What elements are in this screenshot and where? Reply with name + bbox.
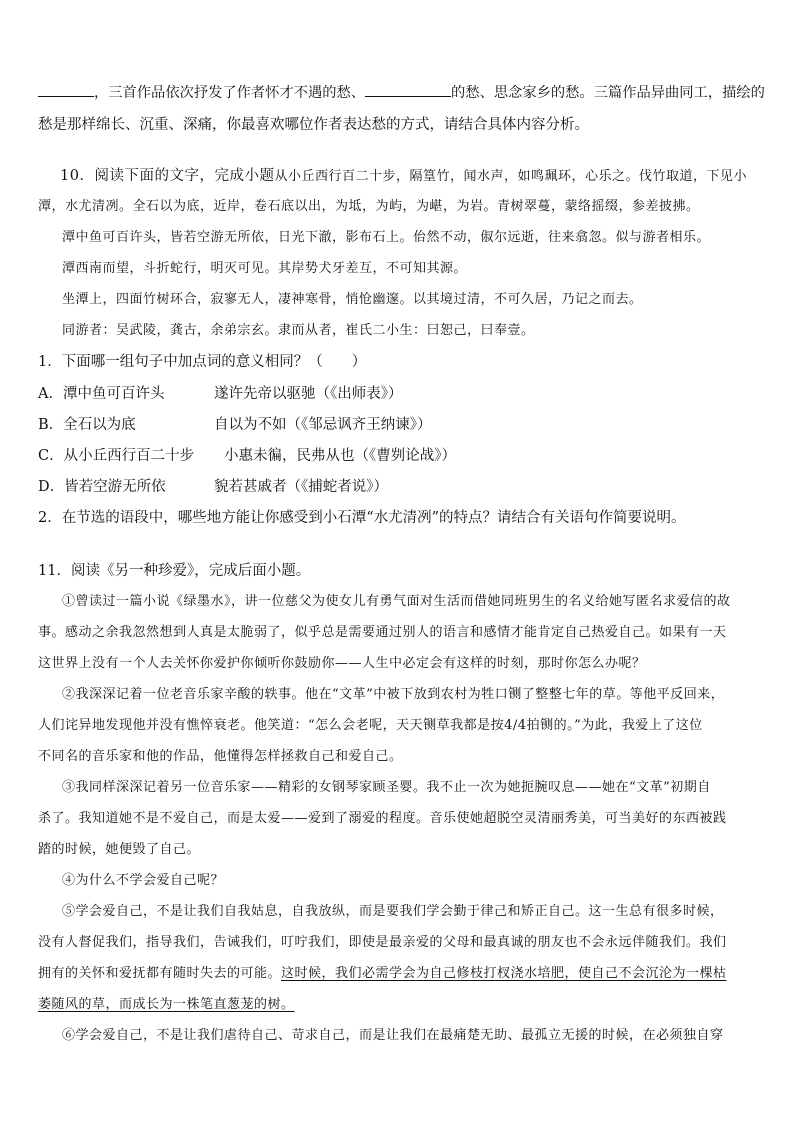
option-a-left: A．潭中鱼可百许头 bbox=[38, 386, 165, 402]
q9-line-2: 愁是那样绵长、沉重、深痛，你最喜欢哪位作者表达愁的方式，请结合具体内容分析。 bbox=[38, 117, 589, 133]
q9-line-1: ，三首作品依次抒发了作者怀才不遇的愁、 的愁、思念家乡的愁。三篇作品异曲同工，描绘的 bbox=[38, 82, 765, 103]
option-c bbox=[38, 446, 456, 466]
option-d-left: D．皆若空游无所依 bbox=[38, 479, 166, 495]
option-a-right: 遂许先帝以驱驰（《出师表》） bbox=[214, 386, 403, 402]
q10-passage-line-2: 潭，水尤清冽。全石以为底，近岸，卷石底以出，为坻，为屿，为嵁，为岩。青树翠蔓，蒙络摇缀，参差披拂。 bbox=[38, 199, 700, 214]
q11-intro: 11．阅读《另一种珍爱》，完成后面小题。 bbox=[38, 563, 311, 579]
q11-para-5-line-1: ⑤学会爱自己，不是让我们自我姑息，自我放纵，而是要我们学会勤于律己和矫正自己。这一生总有很多时候， bbox=[62, 904, 724, 919]
q10-intro: 10．阅读下面的文字，完成小题从小丘西行百二十步，隔篁竹，闻水声，如鸣珮环，心乐之。伐竹取道，下见小 bbox=[60, 168, 747, 184]
q10-passage-para-2: 潭中鱼可百许头，皆若空游无所依，日光下澈，影布石上。佁然不动，俶尔远逝，往来翕忽。似与游者相乐。 bbox=[62, 230, 711, 245]
option-c-left: C．从小丘西行百二十步 bbox=[38, 448, 195, 464]
q11-para-1-line-1: ①曾读过一篇小说《绿墨水》，讲一位慈父为使女儿有勇气面对生活而借她同班男生的名义给她写匿名求爱信的故 bbox=[62, 594, 731, 609]
answer-blank-1 bbox=[38, 82, 94, 97]
q11-para-1-line-3: 这世界上没有一个人去关怀你爱护你倾听你鼓励你——人生中必定会有这样的时刻，那时你怎么办呢？ bbox=[38, 656, 646, 671]
q11-para-5-line-3: 拥有的关怀和爱抚都有随时失去的可能。这时候，我们必需学会为自己修枝打杈浇水培肥，使自己不会沉沦为一棵枯 bbox=[38, 966, 727, 981]
q10-passage-para-4: 坐潭上，四面竹树环合，寂寥无人，凄神寒骨，悄怆幽邃。以其境过清，不可久居，乃记之而去。 bbox=[62, 292, 643, 307]
option-b-right: 自以为不如（《邹忌讽齐王纳谏》） bbox=[214, 417, 432, 433]
q11-para-1-line-2: 事。感动之余我忽然想到人真是太脆弱了，似乎总是需要通过别人的语言和感情才能肯定自己热爱自己。如果有一天 bbox=[38, 625, 727, 640]
q10-passage-para-3: 潭西南而望，斗折蛇行，明灭可见。其岸势犬牙差互，不可知其源。 bbox=[62, 261, 468, 276]
q11-para-3-line-2: 杀了。我知道她不是不爱自己，而是太爱——爱到了溺爱的程度。音乐使她超脱空灵清丽秀美，可当美好的东西被践 bbox=[38, 811, 727, 826]
q10-subquestion-1: 1．下面哪一组句子中加点词的意义相同？（ ） bbox=[38, 354, 367, 370]
q11-para-5-line-2: 没有人督促我们，指导我们，告诫我们，叮咛我们，即使是最亲爱的父母和最真诚的朋友也不会永远伴随我们。我们 bbox=[38, 935, 727, 950]
underlined-sentence-end: 萎随风的草，而成长为一株笔直葱茏的树。 bbox=[38, 997, 295, 1012]
q11-para-2-line-2: 人们诧异地发现他并没有憔悴衰老。他笑道：“怎么会老呢，天天铡草我都是按4/4拍铡的。”为此，我爱上了这位 bbox=[38, 718, 703, 733]
option-d bbox=[38, 477, 388, 497]
q10-subquestion-2: 2．在节选的语段中，哪些地方能让你感受到小石潭“水尤清冽”的特点？请结合有关语句作简要说明。 bbox=[38, 510, 686, 526]
q10-passage-para-5: 同游者：吴武陵，龚古，余弟宗玄。隶而从者，崔氏二小生：曰恕己，曰奉壹。 bbox=[62, 323, 535, 338]
q11-para-2-line-1: ②我深深记着一位老音乐家辛酸的轶事。他在“文革”中被下放到农村为牲口铡了整整七年的草。等他平反回来， bbox=[62, 687, 725, 702]
option-a bbox=[38, 384, 403, 404]
option-d-right: 貌若甚戚者（《捕蛇者说》） bbox=[214, 479, 388, 495]
q11-para-6-line-1: ⑥学会爱自己，不是让我们虐待自己、苛求自己，而是让我们在最痛楚无助、最孤立无援的时候，在必须独自穿 bbox=[62, 1028, 724, 1043]
q11-para-2-line-3: 不同名的音乐家和他的作品，他懂得怎样拯救自己和爱自己。 bbox=[38, 749, 403, 764]
answer-blank-2 bbox=[365, 82, 451, 97]
q11-para-3-line-1: ③我同样深深记着另一位音乐家——精彩的女钢琴家顾圣婴。我不止一次为她扼腕叹息——她在“文革”初期自 bbox=[62, 780, 711, 795]
option-b bbox=[38, 415, 432, 435]
underlined-sentence: 这时候，我们必需学会为自己修枝打杈浇水培肥，使自己不会沉沦为一棵枯 bbox=[281, 966, 727, 981]
q11-para-4: ④为什么不学会爱自己呢？ bbox=[62, 873, 225, 888]
q11-para-5-line-4 bbox=[38, 995, 295, 1015]
q11-para-3-line-3: 踏的时候，她便毁了自己。 bbox=[38, 842, 201, 857]
option-b-left: B．全石以为底 bbox=[38, 417, 136, 433]
option-c-right: 小惠未徧，民弗从也（《曹刿论战》） bbox=[224, 448, 456, 464]
